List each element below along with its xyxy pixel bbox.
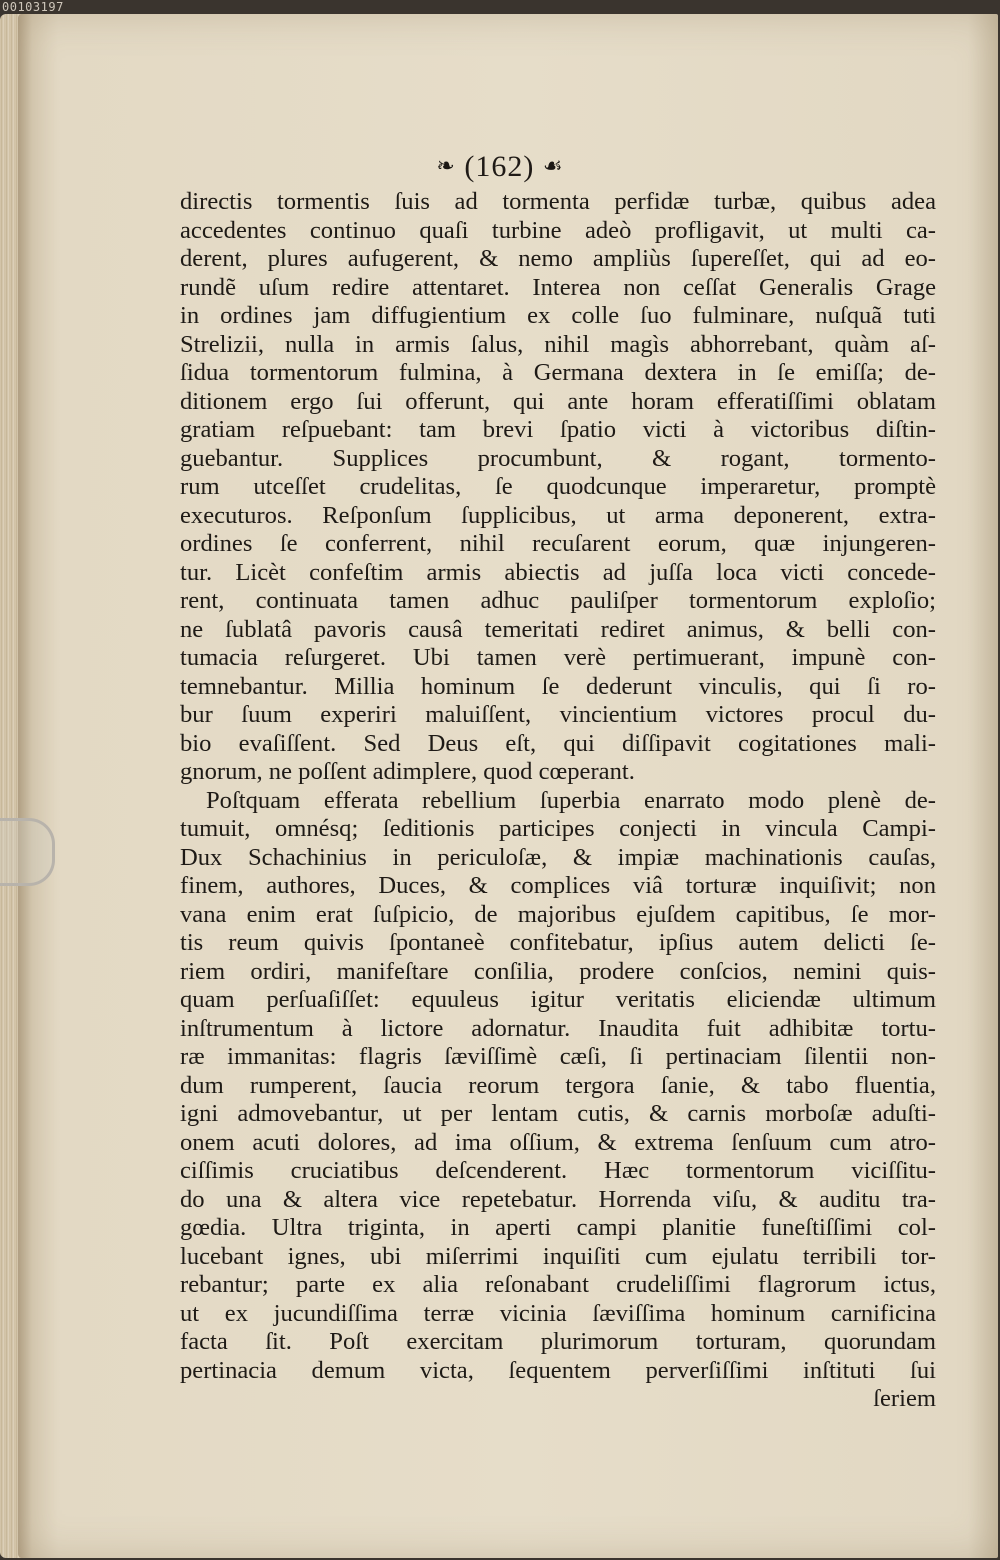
page-number: (162): [464, 150, 535, 183]
text-line-paragraph-end: gnorum, ne poſſent adimplere, quod cœperant.: [180, 758, 635, 785]
text-line: gœdia. Ultra triginta, in aperti campi planitie funeſtiſſimi col-: [180, 1214, 936, 1241]
text-line: do una & altera vice repetebatur. Horrenda viſu, & auditu tra-: [180, 1185, 936, 1213]
archive-id: 00103197: [2, 0, 64, 14]
page-header: [0, 150, 1000, 184]
text-line: accedentes continuo quaſi turbine adeò profligavit, ut multi ca-: [180, 216, 936, 244]
text-line: guebantur. Supplices procumbunt, & rogant, tormento-: [180, 444, 936, 472]
text-line: facta ſit. Poſt exercitam plurimorum torturam, quorundam: [180, 1328, 936, 1355]
text-line: quam perſuaſiſſet: equuleus igitur veritatis eliciendæ ultimum: [180, 986, 936, 1013]
text-line: temnebantur. Millia hominum ſe dederunt vinculis, qui ſi ro-: [180, 672, 936, 700]
text-line: riem ordiri, manifeſtare conſilia, prodere conſcios, nemini quis-: [180, 957, 936, 985]
text-line: onem acuti dolores, ad ima oſſium, & extrema ſenſuum cum atro-: [180, 1128, 936, 1156]
ornament-left-icon: ❧: [436, 153, 456, 178]
text-line: directis tormentis ſuis ad tormenta perfidæ turbæ, quibus adea: [180, 188, 936, 215]
text-line: tumuit, omnésq; ſeditionis participes conjecti in vincula Campi-: [180, 815, 936, 842]
text-line: rum utceſſet crudelitas, ſe quodcunque imperaretur, promptè: [180, 473, 936, 500]
text-line: ordines ſe conferrent, nihil recuſarent eorum, quæ injungeren-: [180, 530, 936, 557]
text-line-paragraph-start: Poſtquam efferata rebellium ſuperbia enarrato modo plenè de-: [206, 786, 936, 814]
text-line: tis reum quivis ſpontaneè confitebatur, ipſius autem delicti ſe-: [180, 929, 936, 956]
text-line: ne ſublatâ pavoris causâ temeritati rediret animus, & belli con-: [180, 615, 936, 643]
text-line: finem, authores, Duces, & complices viâ torturæ inquiſivit; non: [180, 872, 936, 899]
page-clip: [0, 818, 55, 886]
catchword: ſeriem: [873, 1385, 936, 1412]
text-line: vana enim erat ſuſpicio, de majoribus ejuſdem capitibus, ſe mor-: [180, 900, 936, 928]
ornament-right-icon: ☙: [542, 153, 564, 178]
text-line: executuros. Reſponſum ſupplicibus, ut arma deponerent, extra-: [180, 501, 936, 529]
text-line: bio evaſiſſent. Sed Deus eſt, qui diſſipavit cogitationes mali-: [180, 729, 936, 757]
text-line: lucebant ignes, ubi miſerrimi inquiſiti cum ejulatu terribili tor-: [180, 1242, 936, 1270]
text-line: derent, plures aufugerent, & nemo ampliùs ſupereſſet, qui ad eo-: [180, 245, 936, 272]
text-line: rent, continuata tamen adhuc pauliſper tormentorum exploſio;: [180, 587, 936, 614]
body-text: [180, 188, 936, 1414]
text-line: pertinacia demum victa, ſequentem perverſiſſimi inſtituti ſui: [180, 1356, 936, 1384]
text-line: igni admovebantur, ut per lentam cutis, & carnis morboſæ aduſti-: [180, 1100, 936, 1127]
text-line: rundẽ uſum redire attentaret. Interea non ceſſat Generalis Grage: [180, 273, 936, 301]
text-line: ut ex jucundiſſima terræ vicinia ſæviſſima hominum carnificina: [180, 1299, 936, 1327]
text-line: ditionem ergo ſui offerunt, qui ante horam efferatiſſimi oblatam: [180, 387, 936, 415]
text-line: ſidua tormentorum fulmina, à Germana dextera in ſe emiſſa; de-: [180, 359, 936, 386]
text-line: Strelizii, nulla in armis ſalus, nihil magìs abhorrebant, quàm aſ-: [180, 330, 936, 358]
text-line: ræ immanitas: flagris ſæviſſimè cæſi, ſi pertinaciam ſilentii non-: [180, 1043, 936, 1070]
text-line: in ordines jam diffugientium ex colle ſuo fulminare, nuſquã tuti: [180, 302, 936, 329]
text-line: inſtrumentum à lictore adornatur. Inaudita fuit adhibitæ tortu-: [180, 1014, 936, 1042]
text-line: bur ſuum experiri maluiſſent, vincientium victores procul du-: [180, 701, 936, 728]
text-line: tumacia reſurgeret. Ubi tamen verè pertimuerant, impunè con-: [180, 644, 936, 671]
text-line: gratiam reſpuebant: tam brevi ſpatio victi à victoribus diſtin-: [180, 416, 936, 443]
text-line: Dux Schachinius in periculoſæ, & impiæ machinationis cauſas,: [180, 843, 936, 871]
text-line: rebantur; parte ex alia reſonabant crudeliſſimi flagrorum ictus,: [180, 1271, 936, 1298]
text-line: tur. Licèt confeſtim armis abiectis ad juſſa loca victi concede-: [180, 558, 936, 586]
text-line: dum rumperent, ſaucia reorum tergora ſanie, & tabo fluentia,: [180, 1071, 936, 1099]
text-line: ciſſimis cruciatibus deſcenderent. Hæc tormentorum viciſſitu-: [180, 1157, 936, 1184]
